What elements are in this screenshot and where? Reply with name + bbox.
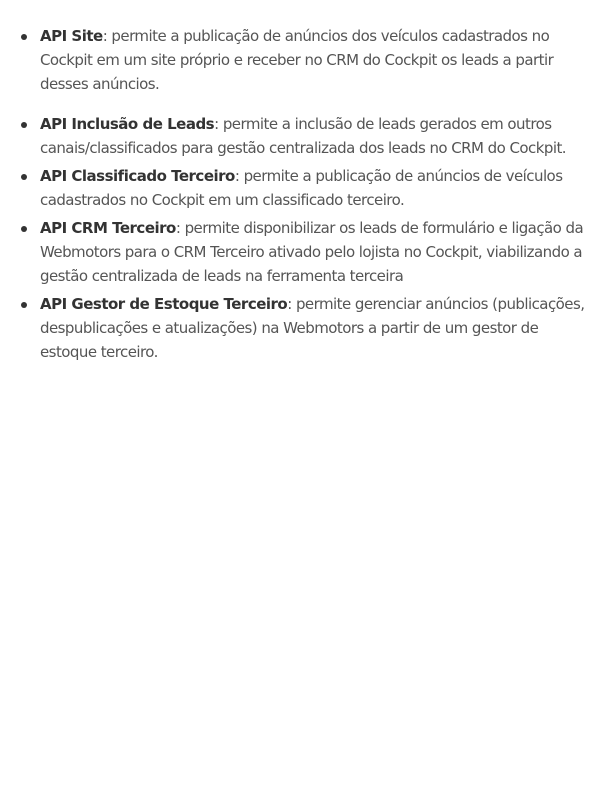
item-description: : permite a inclusão de leads gerados em outros canais/classificados para gestão centralizada dos leads no CRM do Cockpit. — [40, 115, 566, 157]
item-description: : permite a publicação de anúncios de veículos cadastrados no Cockpit em um classificado terceiro. — [40, 167, 563, 209]
bullet-icon — [21, 302, 27, 308]
item-description: : permite gerenciar anúncios (publicações, despublicações e atualizações) na Webmotors a partir de um gestor de estoque terceiro. — [40, 295, 585, 361]
item-title: API Inclusão de Leads — [40, 115, 215, 133]
item-title: API Site — [40, 27, 103, 45]
bullet-icon — [21, 174, 27, 180]
item-title: API Gestor de Estoque Terceiro — [40, 295, 288, 313]
list-item-api-inclusao-leads — [0, 112, 600, 160]
list-item-api-crm-terceiro — [0, 216, 600, 288]
item-title: API Classificado Terceiro — [40, 167, 235, 185]
item-title: API CRM Terceiro — [40, 219, 176, 237]
api-list — [0, 24, 600, 368]
item-description: : permite disponibilizar os leads de formulário e ligação da Webmotors para o CRM Terceiro ativado pelo lojista no Cockpit, viabilizando a gestão centralizada de leads na ferramenta terceira — [40, 219, 584, 285]
bullet-icon — [21, 34, 27, 40]
list-item-api-classificado-terceiro — [0, 164, 600, 212]
list-item-api-site — [0, 24, 600, 96]
bullet-icon — [21, 226, 27, 232]
item-description: : permite a publicação de anúncios dos veículos cadastrados no Cockpit em um site próprio e receber no CRM do Cockpit os leads a partir desses anúncios. — [40, 27, 554, 93]
bullet-icon — [21, 122, 27, 128]
list-item-api-gestor-estoque-terceiro — [0, 292, 600, 364]
